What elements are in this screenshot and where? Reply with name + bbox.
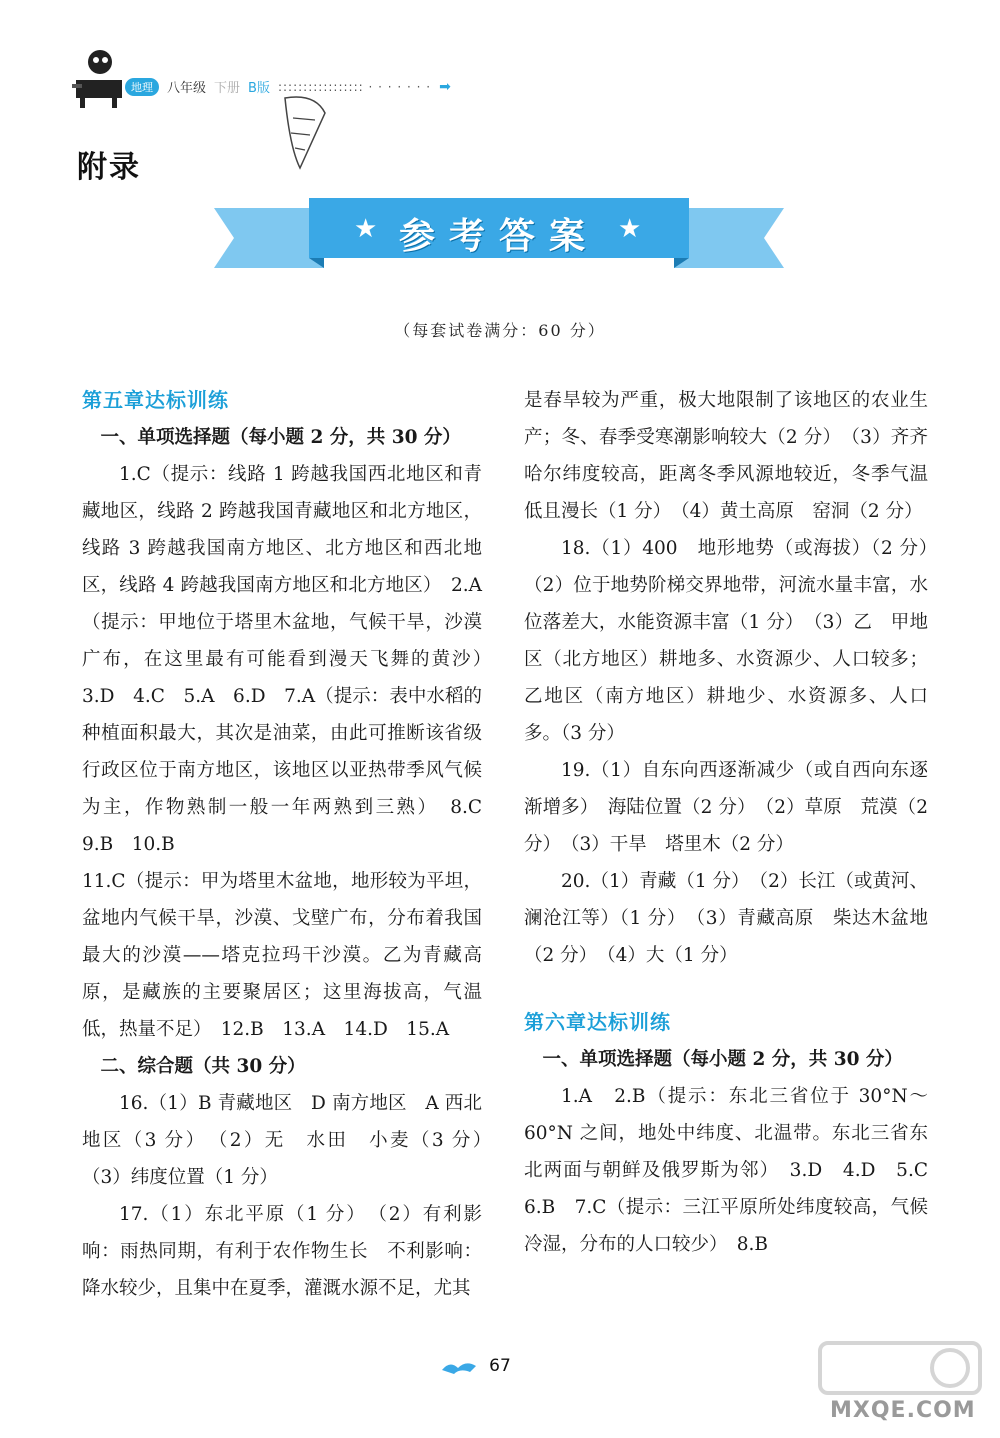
answer-q19: 19.（1）自东向西逐渐减少（或自西向东逐渐增多） 海陆位置（2 分） （2）草原 荒漠（2 分） （3）干旱 塔里木（2 分） [524,760,928,855]
pencil-doodle-icon [275,88,335,173]
subject-badge: 地理 [125,78,159,96]
arrow-right-icon: ➡ [439,78,451,95]
star-icon: ★ [354,214,378,244]
score-note: （每套试卷满分：60 分） [394,321,606,340]
section-title-ch6: 第六章达标训练 [524,1010,671,1034]
answer-paragraph: 1.C（提示：线路 1 跨越我国西北地区和青藏地区，线路 2 跨越我国青藏地区和北方地区，线路 3 跨越我国南方地区、北方地区和西北地区，线路 4 跨越我国南方地区和北方地区） 2.A（提示：甲地位于塔里木盆地，气候干旱，沙漠广布，在这里最有可能看到漫天飞舞的黄沙） 3.D 4.C 5.A 6.D 7.A（提示：表中水稻的种植面积最大，其次是油菜，由此可推断该省级行政区位于南方地区，该地区以亚热带季风气候为主，作物熟制一般一年两熟到三熟） 8.C 9.B 10.B [82,464,501,855]
grade-label: 八年级 [167,81,207,96]
part1-heading: 一、单项选择题（每小题 2 分，共 30 分） [100,427,461,448]
answer-q16: 16.（1）B 青藏地区 D 南方地区 A 西北地区（3 分） （2）无 水田 小麦（3 分） （3）纬度位置（1 分） [82,1093,501,1188]
term-label: 下册 [214,81,241,96]
section-title-ch5: 第五章达标训练 [82,388,229,412]
answer-q20: 20.（1）青藏（1 分） （2）长江（或黄河、澜沧江等）（1 分） （3）青藏高原 柴达木盆地（2 分） （4）大（1 分） [524,871,928,966]
answer-q17: 17.（1）东北平原（1 分） （2）有利影响：雨热同期，有利于农作物生长 不利影响：降水较少，且集中在夏季，灌溉水源不足，尤其 [82,1204,482,1299]
star-icon: ★ [618,214,642,244]
page-number: 67 [489,1356,511,1376]
dotted-line-icon: ::::::::::::::::: · · · · · · · [277,79,432,94]
header-info [125,77,451,96]
watermark-text: MXQE.COM [830,1398,976,1423]
banner-title: 参考答案 [398,216,599,257]
edition-label: B版 [248,81,270,96]
answer-q18: 18.（1）400 地形地势（或海拔）（2 分） （2）位于地势阶梯交界地带，河流水量丰富，水位落差大，水能资源丰富（1 分） （3）乙 甲地区（北方地区）耕地多、水资源少、人口较多；乙地区（南方地区）耕地少、水资源多、人口多。（3 分） [524,538,947,744]
appendix-title: 附录 [77,150,141,185]
answer-banner [214,198,784,268]
answer-q17-continued: 是春旱较为严重，极大地限制了该地区的农业生产；冬、春季受寒潮影响较大（2 分） （3）齐齐哈尔纬度较高，距离冬季风源地较近，冬季气温低且漫长（1 分） （4）黄土高原 窑洞（2 分） [524,390,928,522]
answer-paragraph: 11.C（提示：甲为塔里木盆地，地形较为平坦，盆地内气候干旱，沙漠、戈壁广布，分布着我国最大的沙漠——塔克拉玛干沙漠。乙为青藏高原，是藏族的主要聚居区；这里海拔高，气温低，热量不足） 12.B 13.A 14.D 15.A [82,871,482,1040]
page-header [70,40,490,110]
part2-heading: 二、综合题（共 30 分） [100,1056,306,1077]
left-column [82,382,501,1307]
part1-heading: 一、单项选择题（每小题 2 分，共 30 分） [542,1049,903,1070]
bird-icon [440,1358,480,1378]
answer-paragraph: 1.A 2.B（提示：东北三省位于 30°N～60°N 之间，地处中纬度、北温带。东北三省东北两面与朝鲜及俄罗斯为邻） 3.D 4.D 5.C 6.B 7.C（提示：三江平原所处纬度较高，气候冷湿，分布的人口较少） 8.B [524,1086,947,1255]
right-column [524,382,947,1263]
reading-figure-icon [70,40,130,110]
